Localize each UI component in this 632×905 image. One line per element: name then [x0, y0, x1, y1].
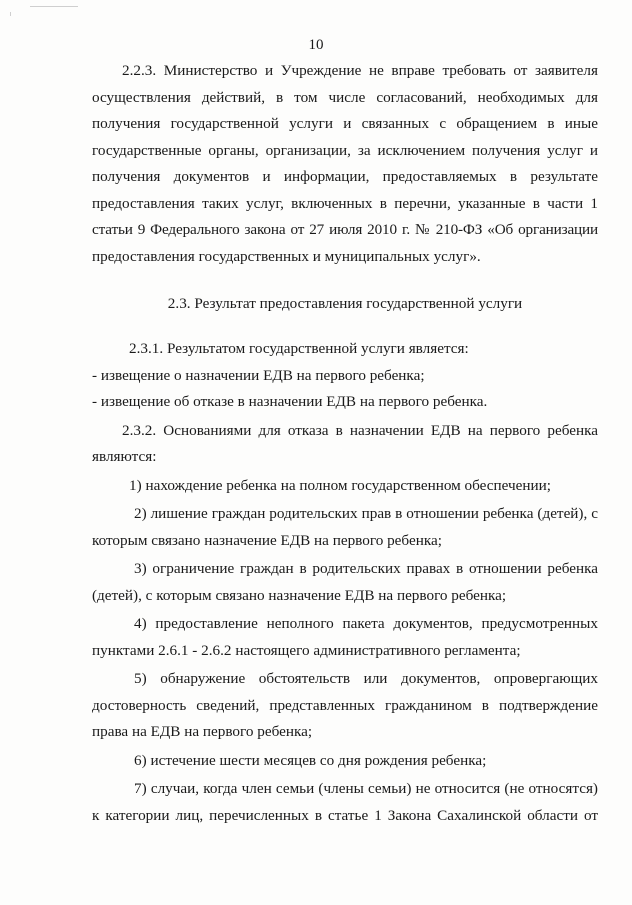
- list-item: к категории лиц, перечисленных в статье 1 Закона Сахалинской области от: [92, 806, 598, 824]
- list-item: - извещение о назначении ЕДВ на первого ребенка;: [92, 366, 425, 384]
- list-item: права на ЕДВ на первого ребенка;: [92, 723, 313, 740]
- list-item: которым связано назначение ЕДВ на первого ребенка;: [92, 531, 442, 549]
- text-line: государственные органы, организации, за исключением получения услуг и: [92, 141, 598, 159]
- list-item: 7) случаи, когда член семьи (члены семьи) не относится (не относятся): [134, 780, 598, 797]
- text-line: 2.2.3. Министерство и Учреждение не вправе требовать от заявителя: [122, 62, 598, 79]
- paragraph-2-3-1: [92, 336, 598, 416]
- list-item: (детей), с которым связано назначение ЕДВ на первого ребенка;: [92, 586, 507, 604]
- list-item: достоверность сведений, представленных гражданином в подтверждение: [92, 696, 598, 714]
- list-item: - извещение об отказе в назначении ЕДВ на первого ребенка.: [92, 393, 488, 410]
- list-item: 1) нахождение ребенка на полном государственном обеспечении;: [129, 476, 552, 494]
- list-item: 5) обнаружение обстоятельств или документов, опровергающих: [134, 670, 598, 687]
- text-line: осуществления действий, в том числе согласований, необходимых для: [92, 88, 598, 106]
- page-number: 10: [308, 37, 324, 53]
- text-line: статьи 9 Федерального закона от 27 июля 2010 г. № 210-ФЗ «Об организации: [92, 221, 598, 238]
- document-body: [92, 58, 598, 829]
- scan-mark-left: [10, 12, 11, 16]
- text-line: 2.3.2. Основаниями для отказа в назначении ЕДВ на первого ребенка: [122, 421, 598, 439]
- text-line: 2.3.1. Результатом государственной услуги является:: [129, 340, 469, 357]
- text-line: предоставления государственных и муниципальных услуг».: [92, 247, 481, 265]
- list-item: 2) лишение граждан родительских прав в отношении ребенка (детей), с: [134, 505, 598, 522]
- text-line: предоставления таких услуг, включенных в перечни, указанные в части 1: [92, 194, 598, 212]
- text-line: получения государственной услуги и связанных с обращением в иные: [92, 115, 598, 132]
- list-item: 6) истечение шести месяцев со дня рождения ребенка;: [134, 751, 487, 769]
- section-heading: 2.3. Результат предоставления государственной услуги: [167, 295, 523, 312]
- list-item: 3) ограничение граждан в родительских правах в отношении ребенка: [134, 560, 598, 577]
- scan-mark-top: [30, 6, 78, 7]
- list-item: 4) предоставление неполного пакета документов, предусмотренных: [134, 615, 598, 632]
- paragraph-2-2-3: [92, 58, 598, 270]
- list-item: пунктами 2.6.1 - 2.6.2 настоящего административного регламента;: [92, 641, 521, 659]
- text-line: являются:: [92, 448, 157, 465]
- text-line: получения документов и информации, предоставляемых в результате: [92, 168, 598, 185]
- paragraph-2-3-2: [92, 418, 598, 830]
